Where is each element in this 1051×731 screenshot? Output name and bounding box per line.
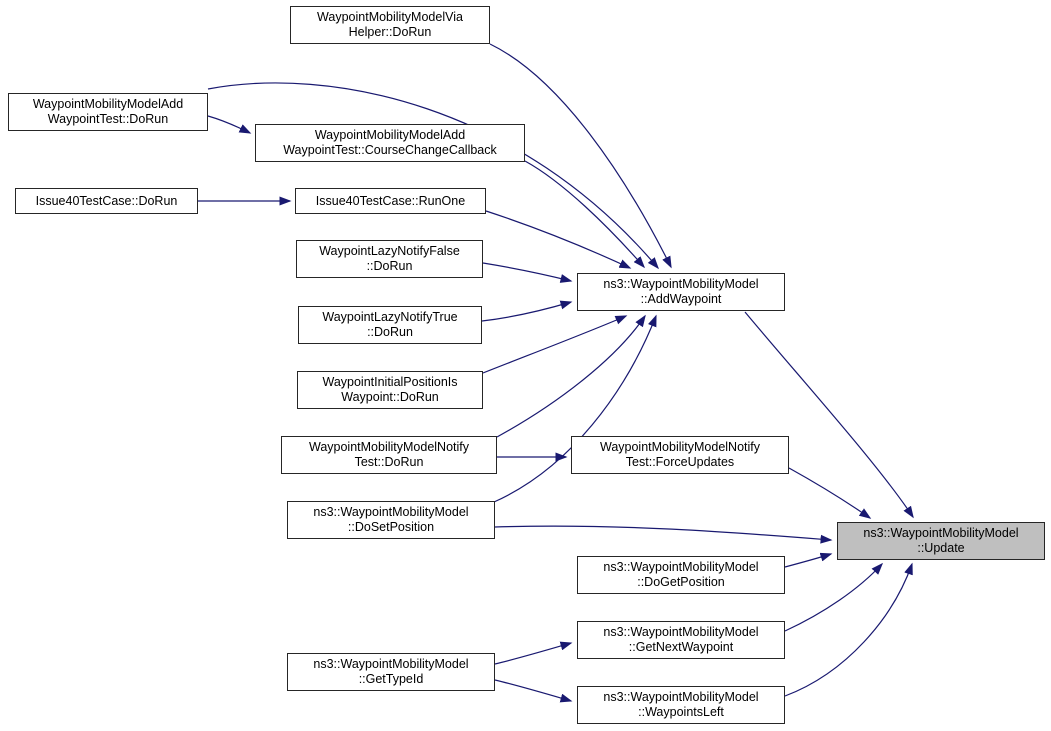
node-ns3-waypointmobilitymodel-dosetposition[interactable] [287,501,495,539]
edge-gettypeid-to-waypointsleft [495,680,571,701]
node-label: ns3::WaypointMobilityModel [603,560,759,574]
node-label: ::WaypointsLeft [638,705,724,719]
edge-lazynotifytrue-to-addwaypoint [482,302,571,321]
node-ns3-waypointmobilitymodel-update[interactable] [837,522,1045,560]
edge-addwaypoint-to-update [745,312,913,517]
edge-dosetposition-to-update [495,526,831,540]
node-waypointmobilitymodelnotifytest-forceupdates[interactable] [571,436,789,474]
node-label: WaypointMobilityModelAdd [32,97,184,111]
node-ns3-waypointmobilitymodel-gettypeid[interactable] [287,653,495,691]
node-waypointinitialpositioniswaypoint-dorun[interactable] [297,371,483,409]
node-label: WaypointMobilityModelNotify [599,440,760,454]
node-label: WaypointLazyNotifyTrue [322,310,458,324]
node-waypointmobilitymodelnotifytest-dorun[interactable] [281,436,497,474]
node-ns3-waypointmobilitymodel-addwaypoint[interactable] [577,273,785,311]
node-label: Waypoint::DoRun [341,390,439,404]
edge-addwaypointtest-dorun-to-coursechangecallback [208,116,250,133]
node-label: WaypointInitialPositionIs [322,375,458,389]
node-waypointmobilitymodeladdwaypointtest-dorun[interactable] [8,93,208,131]
node-label: WaypointMobilityModelNotify [308,440,469,454]
node-label: ::DoRun [367,325,413,339]
node-label: Helper::DoRun [348,25,432,39]
node-label: ns3::WaypointMobilityModel [603,277,759,291]
node-label: WaypointTest::CourseChangeCallback [283,143,497,157]
node-label: WaypointTest::DoRun [47,112,169,126]
node-waypointlazynotifytrue-dorun[interactable] [298,306,482,344]
node-label: ::DoGetPosition [637,575,725,589]
edge-lazynotifyfalse-to-addwaypoint [483,263,571,281]
node-label: WaypointMobilityModelVia [317,10,463,24]
edge-issue40-runone-to-addwaypoint [486,211,630,268]
node-label: ::Update [917,541,965,555]
node-label: Test::DoRun [354,455,424,469]
node-label: Issue40TestCase::RunOne [315,193,466,208]
node-label: WaypointLazyNotifyFalse [319,244,460,258]
node-label: ::DoSetPosition [347,520,435,534]
node-waypointlazynotifyfalse-dorun[interactable] [296,240,483,278]
node-label: WaypointMobilityModelAdd [314,128,466,142]
edge-notifytest-dorun-to-addwaypoint [497,316,645,437]
edge-initialposition-dorun-to-addwaypoint [483,316,626,373]
node-label: ns3::WaypointMobilityModel [313,505,469,519]
edge-getnextwaypoint-to-update [785,564,882,631]
node-label: ::GetNextWaypoint [628,640,734,654]
node-label: ::DoRun [366,259,413,273]
edge-waypointsleft-to-update [785,564,912,696]
node-ns3-waypointmobilitymodel-getnextwaypoint[interactable] [577,621,785,659]
edge-gettypeid-to-getnextwaypoint [495,643,571,664]
edge-forceupdates-to-update [789,468,870,518]
node-label: ns3::WaypointMobilityModel [313,657,469,671]
node-issue40testcase-runone[interactable] [295,188,486,214]
node-label: Test::ForceUpdates [625,455,735,469]
edge-dosetposition-to-addwaypoint [494,316,656,502]
node-label: ::AddWaypoint [640,292,722,306]
node-ns3-waypointmobilitymodel-dogetposition[interactable] [577,556,785,594]
node-label: ::GetTypeId [358,672,424,686]
edge-dogetposition-to-update [785,554,831,567]
node-label: Issue40TestCase::DoRun [35,193,178,208]
node-ns3-waypointmobilitymodel-waypointsleft[interactable] [577,686,785,724]
edge-coursechangecallback-to-addwaypoint [525,161,644,267]
node-issue40testcase-dorun[interactable] [15,188,198,214]
node-label: ns3::WaypointMobilityModel [863,526,1019,540]
node-waypointmobilitymodeladdwaypointtest-coursechangecallback[interactable] [255,124,525,162]
node-waypointmobilitymodelviahelper-dorun[interactable] [290,6,490,44]
node-label: ns3::WaypointMobilityModel [603,690,759,704]
node-label: ns3::WaypointMobilityModel [603,625,759,639]
